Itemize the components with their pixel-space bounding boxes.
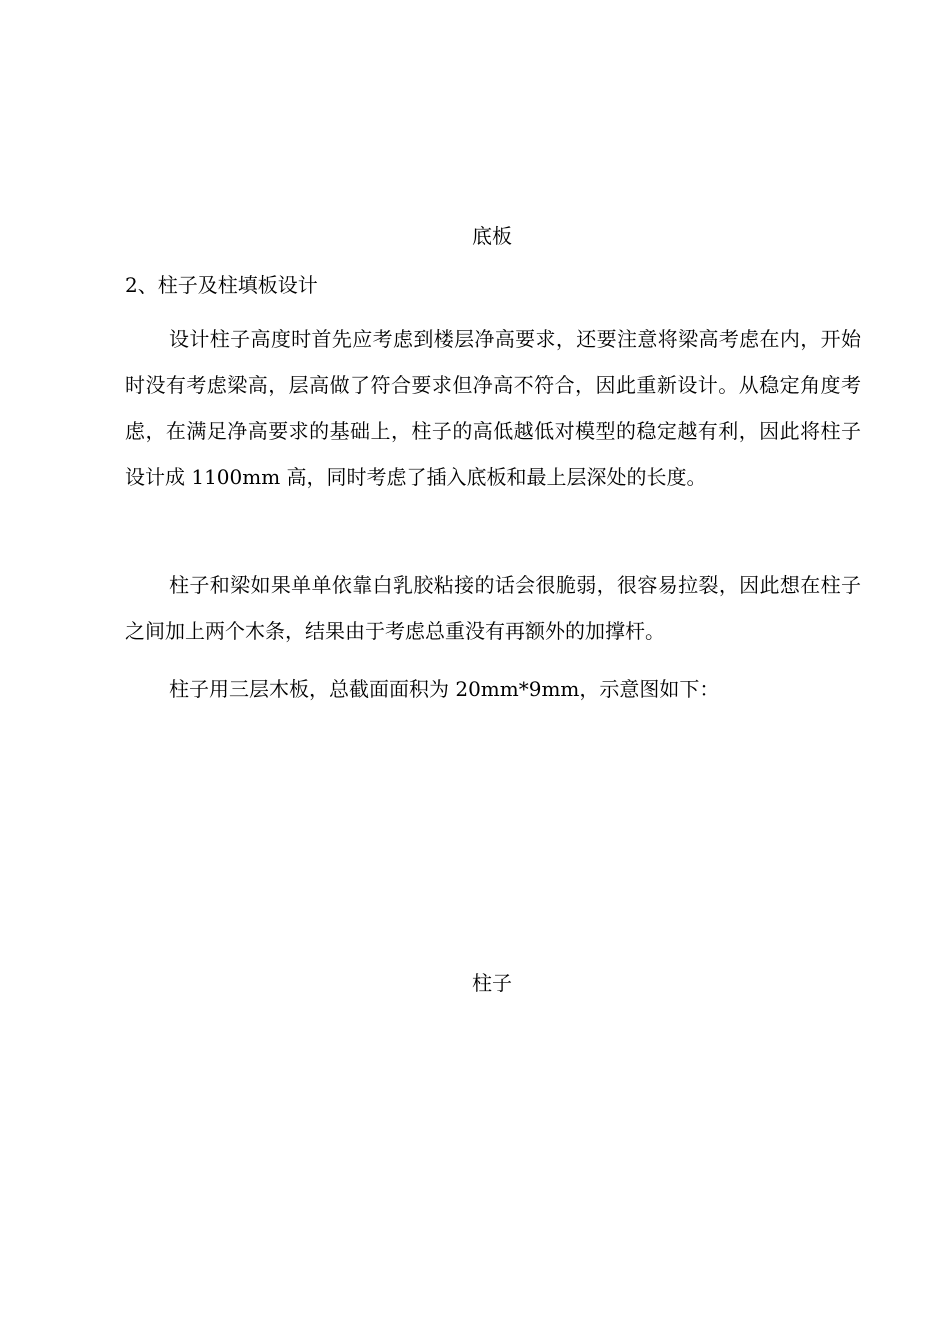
section-heading: 2、柱子及柱填板设计 [125,273,318,297]
paragraph-column-bonding: 柱子和梁如果单单依靠白乳胶粘接的话会很脆弱，很容易拉裂，因此想在柱子之间加上两个木条，结果由于考虑总重没有再额外的加撑杆。 [125,573,861,643]
paragraph-column-section: 柱子用三层木板，总截面面积为 20mm*9mm，示意图如下： [169,677,720,701]
figure-caption-column: 柱子 [472,971,512,995]
figure-caption-base-plate: 底板 [472,224,512,248]
paragraph-column-height: 设计柱子高度时首先应考虑到楼层净高要求，还要注意将梁高考虑在内，开始时没有考虑梁高，层高做了符合要求但净高不符合，因此重新设计。从稳定角度考虑，在满足净高要求的基础上，柱子的高低越低对模型的稳定越有利，因此将柱子设计成 1100mm 高，同时考虑了插入底板和最上层深处的长度。 [125,327,861,489]
